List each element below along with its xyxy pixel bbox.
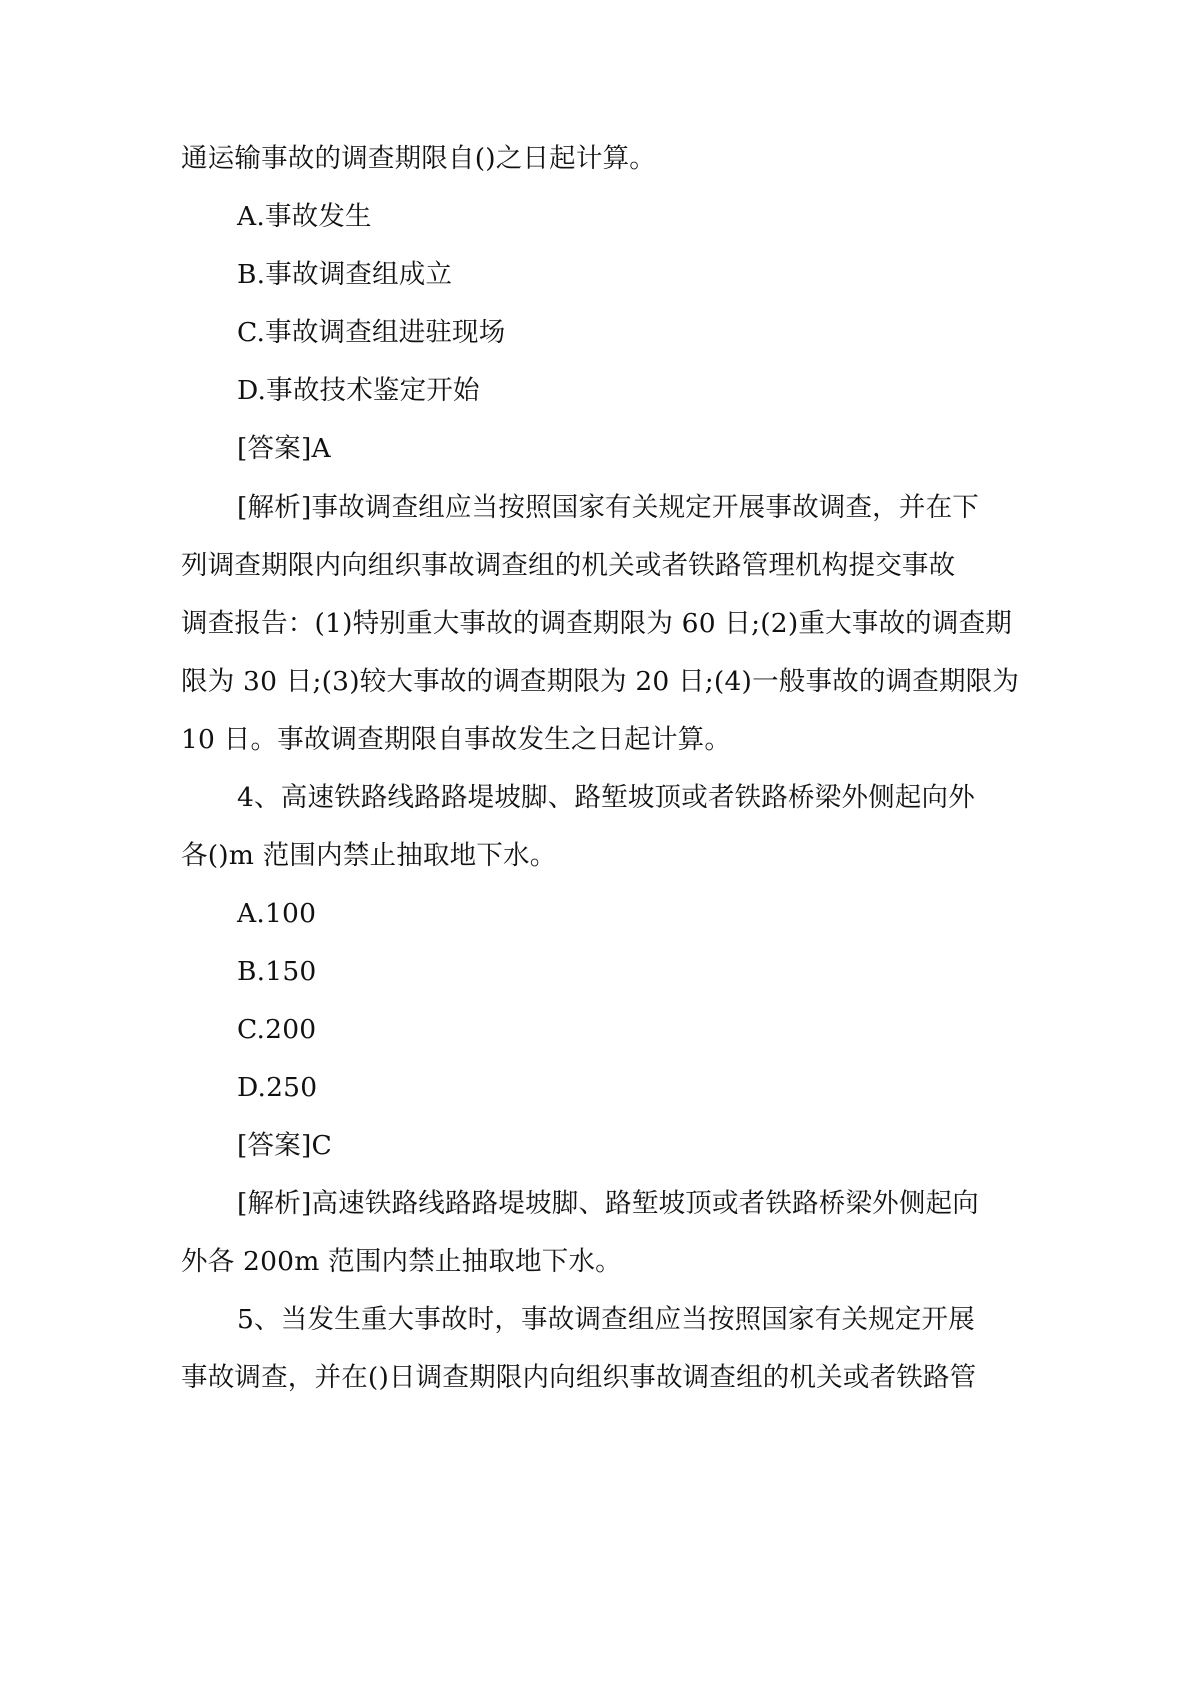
analysis-line: 外各 200m 范围内禁止抽取地下水。 [181,1246,622,1277]
question-4: 4、高速铁路线路路堤坡脚、路堑坡顶或者铁路桥梁外侧起向外 [237,782,975,813]
text-line: 通运输事故的调查期限自()之日起计算。 [181,143,656,174]
option-d: D.250 [237,1072,318,1103]
question-4-cont: 各()m 范围内禁止抽取地下水。 [181,840,557,871]
option-a: A.100 [237,898,317,929]
option-c: C.200 [237,1014,317,1045]
option-a: A.事故发生 [237,201,372,232]
analysis-line: 限为 30 日;(3)较大事故的调查期限为 20 日;(4)一般事故的调查期限为 [181,666,1020,697]
question-5-cont: 事故调查，并在()日调查期限内向组织事故调查组的机关或者铁路管 [181,1362,977,1393]
analysis-line: 10 日。事故调查期限自事故发生之日起计算。 [181,724,732,755]
option-c: C.事故调查组进驻现场 [237,317,506,348]
analysis-line: [解析]高速铁路线路路堤坡脚、路堑坡顶或者铁路桥梁外侧起向 [237,1188,979,1219]
answer: [答案]A [237,433,331,464]
option-b: B.150 [237,956,317,987]
question-5: 5、当发生重大事故时，事故调查组应当按照国家有关规定开展 [237,1304,975,1335]
analysis-line: [解析]事故调查组应当按照国家有关规定开展事故调查，并在下 [237,492,979,523]
option-d: D.事故技术鉴定开始 [237,375,480,406]
answer: [答案]C [237,1130,332,1161]
analysis-line: 列调查期限内向组织事故调查组的机关或者铁路管理机构提交事故 [181,550,956,581]
option-b: B.事故调查组成立 [237,259,453,290]
analysis-line: 调查报告：(1)特别重大事故的调查期限为 60 日;(2)重大事故的调查期 [181,608,1012,639]
